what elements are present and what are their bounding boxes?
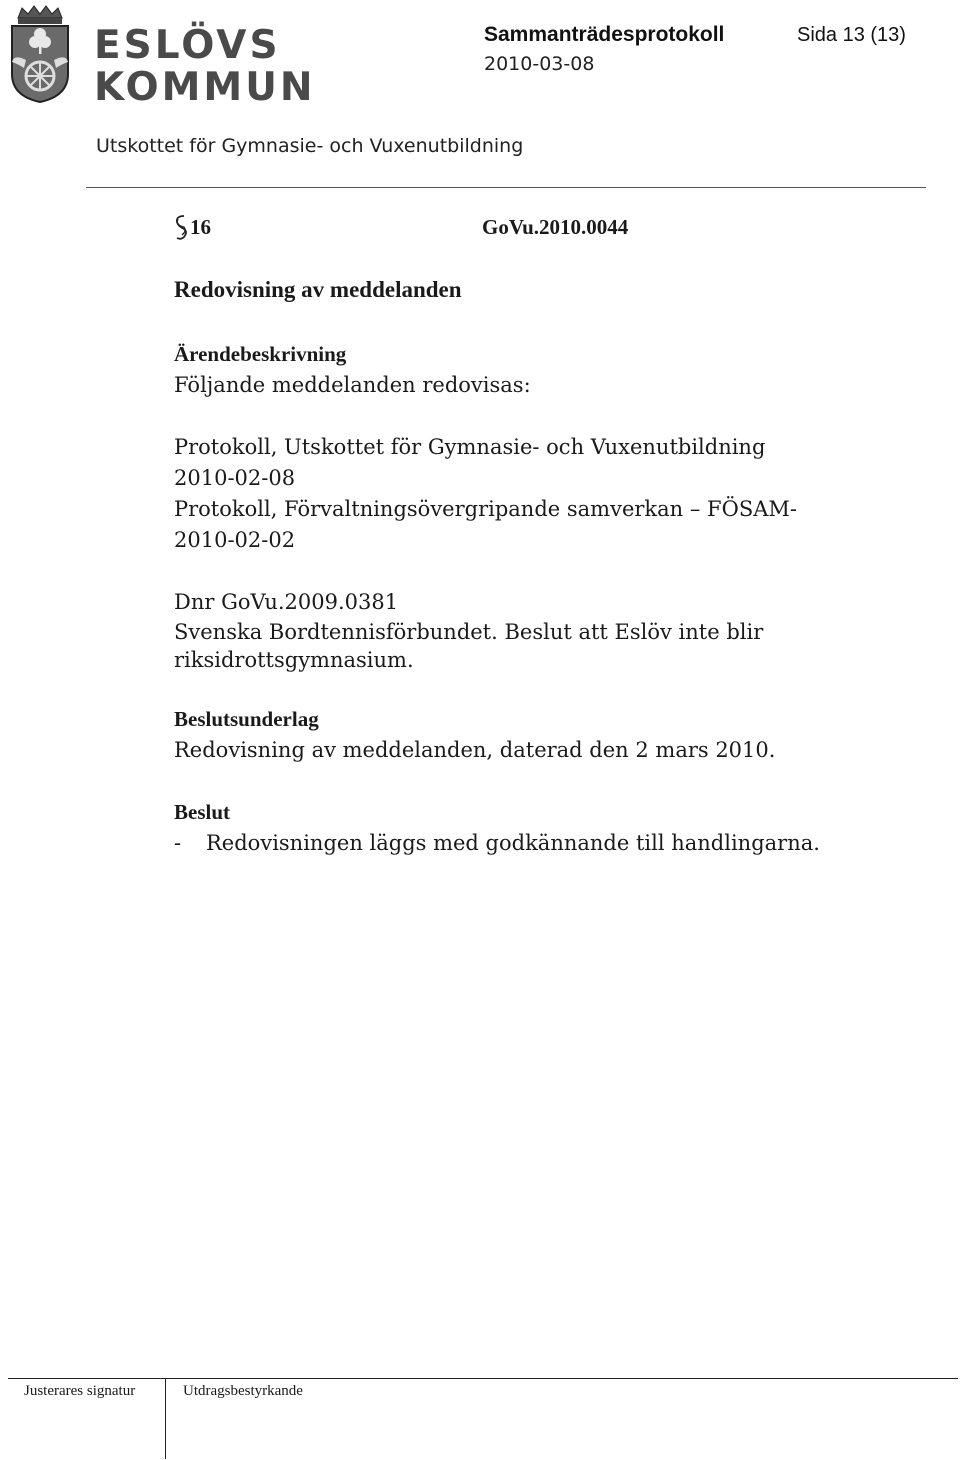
paragraph-title: Redovisning av meddelanden bbox=[174, 277, 462, 302]
committee-name: Utskottet för Gymnasie- och Vuxenutbildning bbox=[96, 135, 524, 157]
item3-line1: Svenska Bordtennisförbundet. Beslut att Eslöv inte blir bbox=[174, 620, 764, 644]
footer-divider bbox=[165, 1378, 166, 1459]
brand-line-2: KOMMUN bbox=[94, 65, 316, 110]
decision-bullet: - bbox=[174, 831, 182, 855]
paragraph-sign-icon bbox=[174, 213, 188, 243]
paragraph-number: 16 bbox=[190, 215, 211, 239]
item2-line2: 2010-02-02 bbox=[174, 528, 296, 552]
description-heading: Ärendebeskrivning bbox=[174, 342, 347, 366]
document-title: Sammanträdesprotokoll bbox=[484, 23, 725, 46]
item1-line2: 2010-02-08 bbox=[174, 466, 296, 490]
case-number: GoVu.2010.0044 bbox=[482, 215, 629, 239]
basis-heading: Beslutsunderlag bbox=[174, 707, 319, 731]
extract-label: Utdragsbestyrkande bbox=[183, 1383, 303, 1399]
item2-line1: Protokoll, Förvaltningsövergripande samverkan – FÖSAM- bbox=[174, 497, 797, 521]
header-divider bbox=[86, 187, 926, 188]
decision-text: Redovisningen läggs med godkännande till handlingarna. bbox=[206, 831, 820, 855]
decision-heading: Beslut bbox=[174, 800, 231, 824]
basis-text: Redovisning av meddelanden, daterad den 2 mars 2010. bbox=[174, 738, 776, 762]
municipality-wordmark bbox=[94, 23, 316, 110]
page-number: Sida 13 (13) bbox=[797, 24, 906, 46]
dnr-line: Dnr GoVu.2009.0381 bbox=[174, 590, 399, 614]
signature-label: Justerares signatur bbox=[24, 1383, 136, 1399]
description-intro: Följande meddelanden redovisas: bbox=[174, 373, 531, 397]
document-date: 2010-03-08 bbox=[484, 53, 595, 75]
eslov-coat-of-arms-icon bbox=[8, 4, 72, 104]
signature-footer bbox=[8, 1378, 958, 1460]
item3-line2: riksidrottsgymnasium. bbox=[174, 648, 414, 672]
brand-line-1: ESLÖVS bbox=[94, 23, 281, 68]
item1-line1: Protokoll, Utskottet för Gymnasie- och Vuxenutbildning bbox=[174, 435, 766, 459]
